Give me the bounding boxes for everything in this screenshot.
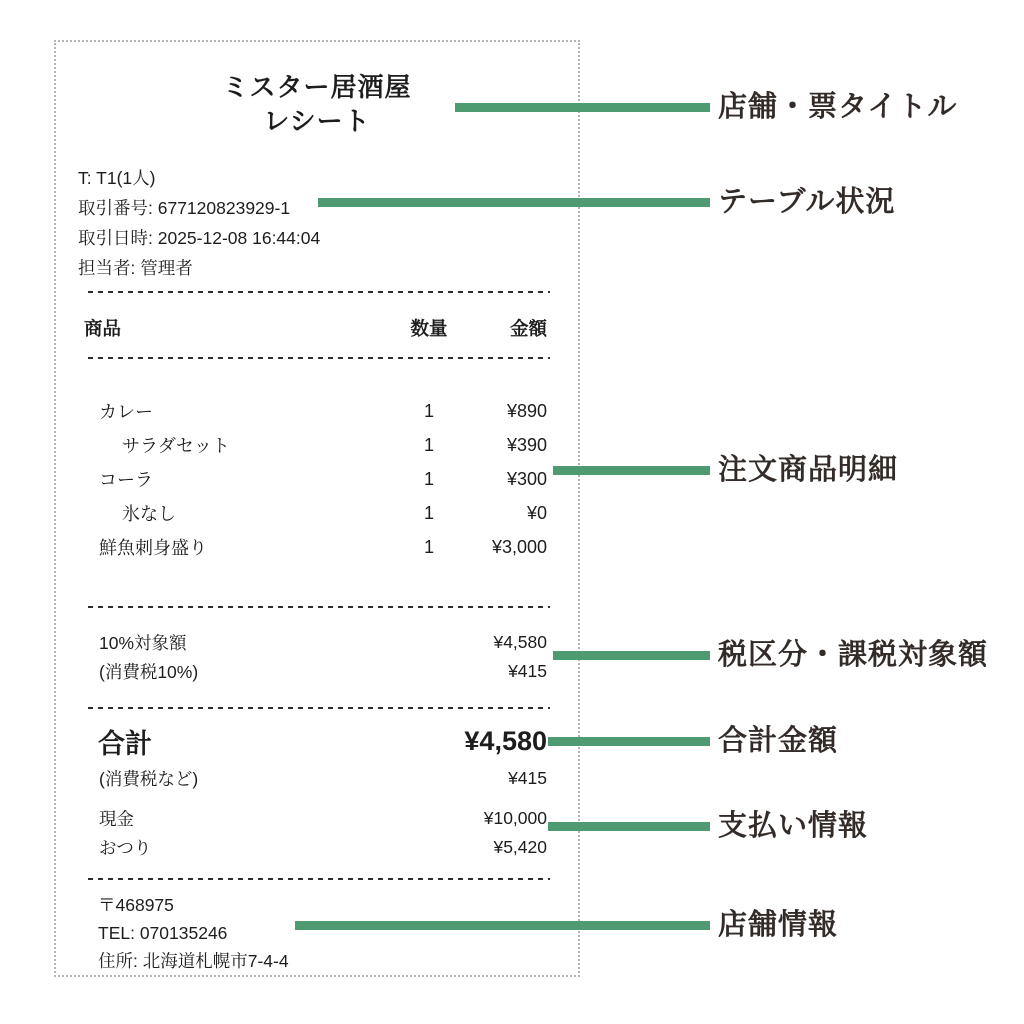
separator bbox=[88, 878, 550, 880]
annotation-store-info: 店舗情報 bbox=[718, 909, 839, 941]
header-qty: 数量 bbox=[410, 318, 448, 339]
item-row bbox=[84, 394, 547, 428]
separator bbox=[88, 707, 550, 709]
change-label: おつり bbox=[99, 838, 152, 858]
total-amount: ¥4,580 bbox=[464, 726, 547, 756]
cash-amount: ¥10,000 bbox=[483, 808, 547, 828]
item-row bbox=[84, 428, 547, 462]
items-header-row bbox=[84, 315, 547, 341]
tax-amount-row bbox=[84, 659, 547, 684]
callout-line-payment bbox=[548, 822, 710, 831]
callout-line-table-status bbox=[318, 198, 710, 207]
item-qty: 1 bbox=[423, 502, 434, 523]
item-amount: ¥890 bbox=[506, 400, 547, 421]
separator bbox=[88, 357, 550, 359]
item-amount: ¥300 bbox=[506, 468, 547, 489]
tax-base-label: 10%対象額 bbox=[99, 633, 187, 653]
cash-row bbox=[84, 806, 547, 831]
receipt-panel bbox=[54, 40, 580, 977]
store-postal-code: 〒468975 bbox=[98, 895, 174, 915]
item-qty: 1 bbox=[423, 468, 434, 489]
header-amount: 金額 bbox=[509, 318, 547, 339]
separator bbox=[88, 606, 550, 608]
item-name: コーラ bbox=[99, 470, 153, 490]
receipt-label: レシート bbox=[263, 106, 371, 136]
transaction-number: 取引番号: 677120823929-1 bbox=[78, 198, 291, 218]
callout-line-tax bbox=[553, 651, 710, 660]
transaction-datetime: 取引日時: 2025-12-08 16:44:04 bbox=[78, 228, 321, 248]
item-qty: 1 bbox=[423, 536, 434, 557]
table-number: T: T1(1人) bbox=[78, 168, 156, 188]
item-qty: 1 bbox=[423, 434, 434, 455]
change-amount: ¥5,420 bbox=[493, 837, 547, 857]
annotation-total: 合計金額 bbox=[718, 725, 839, 757]
item-amount: ¥390 bbox=[506, 434, 547, 455]
annotation-tax: 税区分・課税対象額 bbox=[718, 639, 989, 671]
items-list bbox=[84, 394, 547, 564]
item-name: カレー bbox=[99, 402, 153, 422]
callout-line-total bbox=[548, 737, 710, 746]
table-status-block bbox=[78, 163, 320, 283]
annotation-items: 注文商品明細 bbox=[718, 454, 899, 486]
item-name: サラダセット bbox=[122, 436, 230, 456]
store-tel: TEL: 070135246 bbox=[98, 923, 228, 943]
item-name: 鮮魚刺身盛り bbox=[99, 538, 207, 558]
tax-amount: ¥415 bbox=[508, 661, 547, 681]
store-address: 住所: 北海道札幌市7-4-4 bbox=[98, 951, 289, 971]
callout-line-title bbox=[455, 103, 710, 112]
separator bbox=[88, 291, 550, 293]
item-amount: ¥0 bbox=[526, 502, 547, 523]
tax-rate-label: (消費税10%) bbox=[99, 662, 199, 682]
item-row bbox=[84, 462, 547, 496]
header-item: 商品 bbox=[84, 318, 122, 339]
total-tax-label: (消費税など) bbox=[99, 769, 199, 789]
item-amount: ¥3,000 bbox=[491, 536, 547, 557]
change-row bbox=[84, 835, 547, 860]
cash-label: 現金 bbox=[99, 809, 134, 829]
tax-base-row bbox=[84, 630, 547, 655]
store-name: ミスター居酒屋 bbox=[222, 72, 412, 102]
annotation-payment: 支払い情報 bbox=[718, 810, 869, 842]
callout-line-store-info bbox=[295, 921, 710, 930]
total-label: 合計 bbox=[98, 729, 152, 759]
total-row bbox=[84, 722, 547, 761]
store-info-block bbox=[98, 891, 289, 975]
total-tax-amount: ¥415 bbox=[508, 768, 547, 788]
callout-line-items bbox=[553, 466, 710, 475]
item-qty: 1 bbox=[423, 400, 434, 421]
annotation-title: 店舗・票タイトル bbox=[718, 91, 958, 123]
staff-name: 担当者: 管理者 bbox=[78, 258, 193, 278]
item-name: 氷なし bbox=[122, 504, 176, 524]
annotation-table-status: テーブル状況 bbox=[718, 186, 896, 218]
total-tax-row bbox=[84, 766, 547, 791]
item-row bbox=[84, 496, 547, 530]
item-row bbox=[84, 530, 547, 564]
tax-base-amount: ¥4,580 bbox=[493, 632, 547, 652]
